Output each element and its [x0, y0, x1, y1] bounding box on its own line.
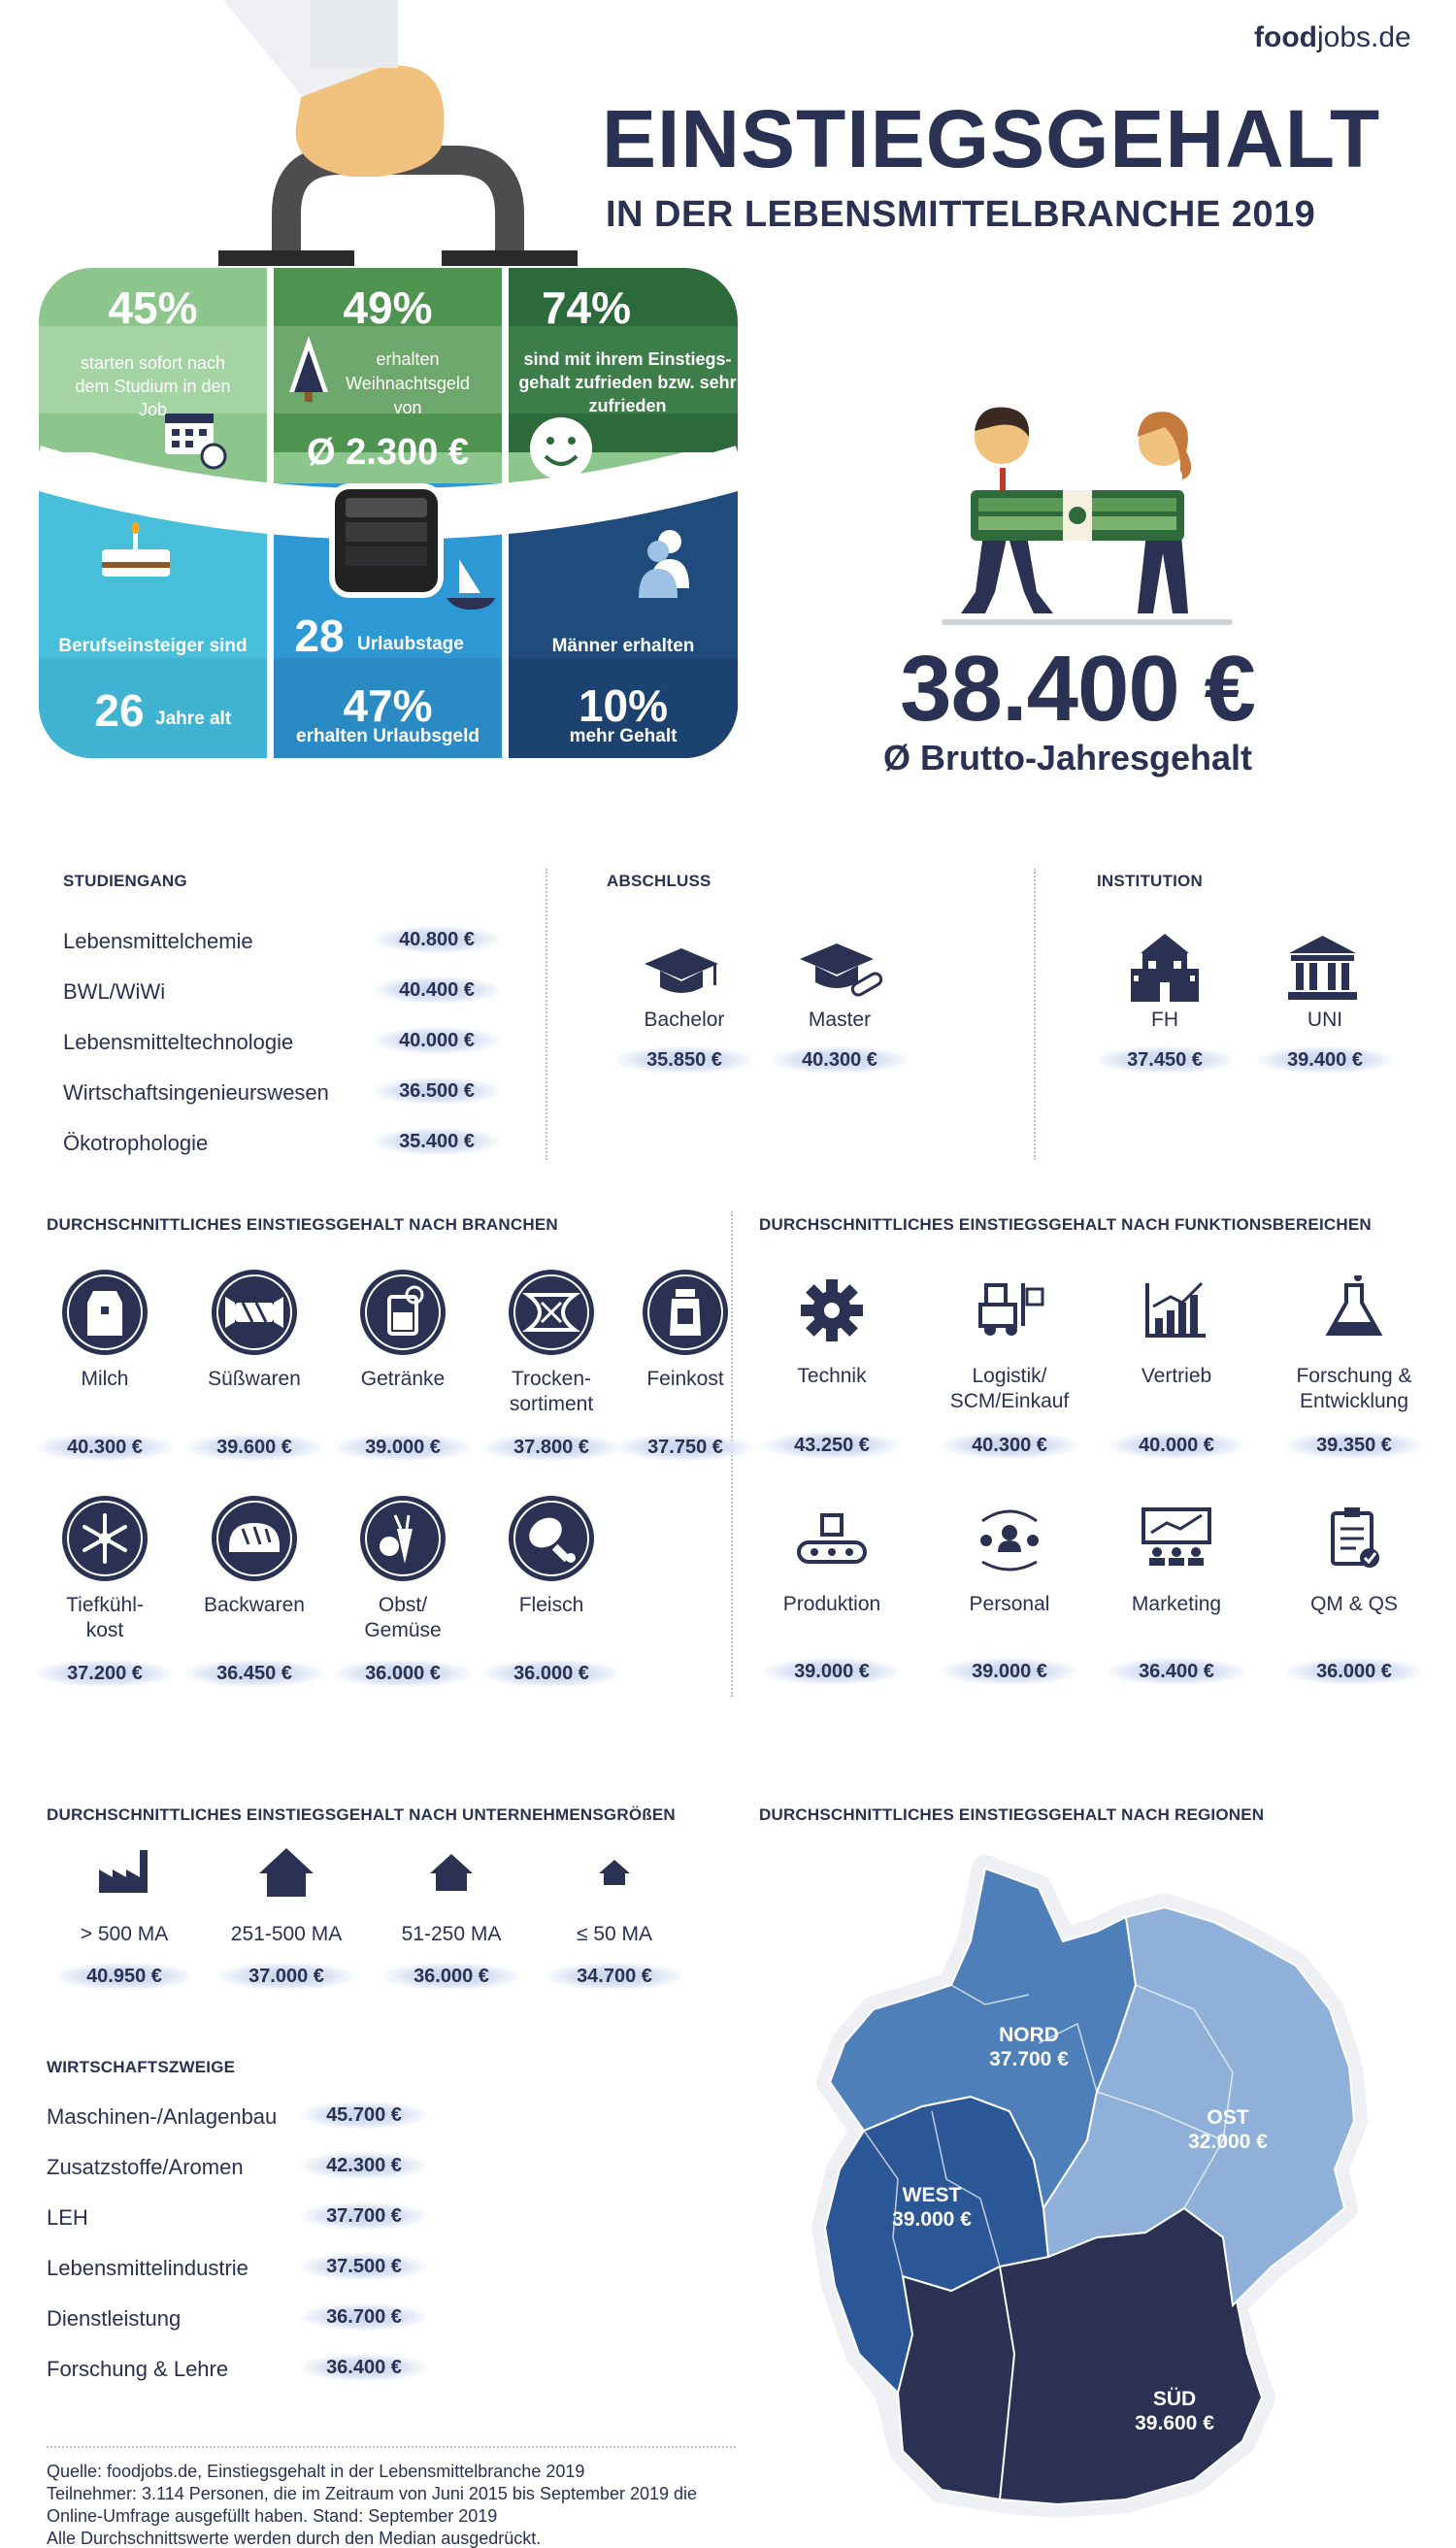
abschluss-bachelor-value: 35.850 € [616, 1046, 752, 1074]
gear-icon [793, 1275, 871, 1345]
funktion-label: Marketing [1131, 1593, 1222, 1615]
region-name: SÜD [1152, 2388, 1197, 2410]
groessen-header: DURCHSCHNITTLICHES EINSTIEGSGEHALT NACH UNTERNEHMENSGRÖßEN [47, 1805, 676, 1824]
bag-c3-text: sind mit ihrem Einstiegs-gehalt zufrieden bzw. sehr zufrieden [518, 349, 737, 415]
institution-fh-value: 37.450 € [1097, 1046, 1233, 1074]
brand-logo-bold: food [1254, 21, 1317, 53]
pasta-icon [505, 1266, 598, 1359]
bag-c5-big2: 47% [343, 680, 433, 731]
zweig-value: 37.500 € [301, 2253, 427, 2280]
funktion-value: 36.400 € [1109, 1658, 1244, 1685]
branche-value: 37.750 € [617, 1434, 753, 1461]
bag-c6-big: 10% [578, 680, 669, 731]
branche-label: Feinkost [646, 1368, 724, 1390]
people-carrying-money-illustration [932, 398, 1242, 631]
studiengang-header: STUDIENGANG [63, 872, 187, 890]
studiengang-label: Lebensmitteltechnologie [63, 1030, 294, 1054]
bag-c6-text: Männer erhalten [551, 636, 695, 656]
brand-logo [1254, 21, 1411, 54]
headline-salary-value: 38.400 € [900, 637, 1255, 741]
bag-c4-big: 26 [94, 685, 145, 736]
region-value: 39.000 € [892, 2208, 972, 2231]
region-value: 32.000 € [1188, 2131, 1268, 2153]
funktion-label: Vertrieb [1141, 1365, 1212, 1387]
groesse-value: 36.000 € [383, 1963, 519, 1990]
groesse-label: ≤ 50 MA [576, 1923, 653, 1945]
branche-value: 37.800 € [483, 1434, 619, 1461]
branche-label: Obst/ Gemüse [364, 1594, 442, 1641]
branche-value: 36.000 € [483, 1660, 619, 1687]
flask-icon [1315, 1275, 1393, 1345]
studiengang-value: 40.000 € [374, 1027, 500, 1054]
briefcase-handle-illustration [194, 0, 602, 272]
smiley-icon [530, 417, 592, 480]
source-line: Teilnehmer: 3.114 Personen, die im Zeitraum von Juni 2015 bis September 2019 die [47, 2484, 698, 2503]
groesse-label: 51-250 MA [401, 1923, 502, 1945]
snowflake-icon [58, 1492, 151, 1585]
presentation-icon [1138, 1504, 1215, 1573]
forklift-icon [971, 1275, 1048, 1345]
branche-label: Getränke [360, 1368, 446, 1390]
branche-value: 40.300 € [37, 1434, 173, 1461]
house-large-icon [252, 1844, 320, 1903]
studiengang-value: 40.800 € [374, 926, 500, 953]
bag-c1-text: starten sofort nach dem Studium in den Job [75, 353, 231, 419]
university-building-icon [1286, 934, 1359, 1002]
factory-icon [90, 1844, 158, 1903]
funktion-label: Logistik/ SCM/Einkauf [949, 1365, 1070, 1412]
zweig-value: 45.700 € [301, 2101, 427, 2129]
region-value: 37.700 € [989, 2048, 1069, 2070]
zweig-label: LEH [47, 2205, 88, 2230]
studiengang-label: Ökotrophologie [63, 1131, 209, 1155]
region-name: OST [1207, 2106, 1249, 2129]
bag-c2-big: 49% [343, 282, 433, 333]
source-divider [47, 2446, 736, 2448]
bag-c4-unit: Jahre alt [155, 709, 232, 729]
branche-value: 39.600 € [186, 1434, 322, 1461]
region-name: WEST [902, 2184, 962, 2206]
bag-c2-text: erhalten Weihnachtsgeld von [346, 349, 470, 417]
bag-c1-big: 45% [108, 282, 198, 333]
studiengang-value: 35.400 € [374, 1128, 500, 1155]
source-line: Online-Umfrage ausgefüllt haben. Stand: September 2019 [47, 2506, 498, 2526]
branche-label: Süßwaren [208, 1368, 301, 1390]
house-medium-icon [417, 1844, 485, 1903]
zweig-label: Maschinen-/Anlagenbau [47, 2104, 278, 2129]
groesse-value: 34.700 € [546, 1963, 682, 1990]
source-line: Alle Durchschnittswerte werden durch den Median ausgedrückt. [47, 2529, 542, 2548]
zweig-label: Zusatzstoffe/Aromen [47, 2155, 244, 2179]
groesse-label: > 500 MA [80, 1923, 169, 1945]
branche-label: Milch [81, 1368, 129, 1390]
funktion-value: 36.000 € [1286, 1658, 1422, 1685]
bag-c5-text2: erhalten Urlaubsgeld [296, 726, 480, 746]
branche-label: Tiefkühl- kost [66, 1594, 144, 1641]
funktion-value: 40.300 € [942, 1432, 1077, 1459]
branchen-header: DURCHSCHNITTLICHES EINSTIEGSGEHALT NACH BRANCHEN [47, 1215, 558, 1234]
zweig-label: Forschung & Lehre [47, 2357, 229, 2381]
brand-logo-light: jobs.de [1316, 21, 1411, 53]
page-title: EINSTIEGSGEHALT [602, 93, 1381, 184]
studiengang-value: 40.400 € [374, 976, 500, 1004]
studiengang-label: Wirtschaftsingenieurswesen [63, 1080, 329, 1105]
funktion-value: 43.250 € [764, 1432, 900, 1459]
vegetables-icon [356, 1492, 449, 1585]
institution-fh-label: FH [1151, 1009, 1178, 1031]
jar-icon [639, 1266, 732, 1359]
funktion-label: Technik [797, 1365, 867, 1387]
milk-carton-icon [58, 1266, 151, 1359]
branche-value: 36.450 € [186, 1660, 322, 1687]
funktion-value: 39.000 € [942, 1658, 1077, 1685]
headline-salary-label: Ø Brutto-Jahresgehalt [882, 738, 1253, 778]
bag-c3-big: 74% [541, 282, 632, 333]
regionen-header: DURCHSCHNITTLICHES EINSTIEGSGEHALT NACH REGIONEN [759, 1805, 1265, 1824]
divider [546, 869, 547, 1160]
branche-label: Fleisch [518, 1594, 584, 1616]
bag-c5-unit: Urlaubstage [357, 634, 464, 654]
zweig-value: 42.300 € [301, 2152, 427, 2179]
zweig-value: 37.700 € [301, 2202, 427, 2230]
abschluss-master-label: Master [808, 1009, 872, 1031]
funktion-value: 40.000 € [1109, 1432, 1244, 1459]
groesse-label: 251-500 MA [230, 1923, 343, 1945]
branche-value: 39.000 € [335, 1434, 471, 1461]
drumstick-icon [505, 1492, 598, 1585]
conveyor-icon [793, 1504, 871, 1573]
bag-c2-value: Ø 2.300 € [307, 432, 469, 473]
divider [1034, 869, 1036, 1160]
clipboard-check-icon [1315, 1504, 1393, 1573]
branche-value: 37.200 € [37, 1660, 173, 1687]
funktion-value: 39.350 € [1286, 1432, 1422, 1459]
zweige-header: WIRTSCHAFTSZWEIGE [47, 2058, 236, 2076]
studiengang-value: 36.500 € [374, 1077, 500, 1105]
zweig-value: 36.400 € [301, 2354, 427, 2381]
branche-label: Backwaren [204, 1594, 305, 1616]
region-value: 39.600 € [1135, 2412, 1214, 2434]
source-line: Quelle: foodjobs.de, Einstiegsgehalt in der Lebensmittelbranche 2019 [47, 2462, 585, 2481]
groesse-value: 37.000 € [218, 1963, 354, 1990]
funktion-label: QM & QS [1310, 1593, 1398, 1615]
institution-uni-label: UNI [1307, 1009, 1343, 1031]
growth-chart-icon [1138, 1275, 1215, 1345]
zweig-label: Lebensmittelindustrie [47, 2256, 248, 2280]
drink-icon [356, 1266, 449, 1359]
region-name: NORD [999, 2024, 1059, 2046]
candy-icon [208, 1266, 301, 1359]
funktion-label: Personal [969, 1593, 1050, 1615]
studiengang-label: Lebensmittelchemie [63, 929, 253, 953]
source-notes [47, 2461, 755, 2548]
funktion-value: 39.000 € [764, 1658, 900, 1685]
graduation-cap-diploma-icon [798, 942, 885, 1000]
page-subtitle: IN DER LEBENSMITTELBRANCHE 2019 [606, 194, 1316, 235]
branche-label: Trocken- sortiment [509, 1368, 594, 1415]
zweig-label: Dienstleistung [47, 2306, 182, 2331]
abschluss-bachelor-label: Bachelor [644, 1009, 725, 1031]
studiengang-label: BWL/WiWi [63, 979, 166, 1004]
abschluss-master-value: 40.300 € [772, 1046, 908, 1074]
house-small-icon [580, 1844, 648, 1903]
abschluss-header: ABSCHLUSS [607, 872, 711, 890]
funktion-label: Produktion [782, 1593, 881, 1615]
funktion-label: Forschung & Entwicklung [1296, 1365, 1412, 1412]
groesse-value: 40.950 € [56, 1963, 192, 1990]
funktion-header: DURCHSCHNITTLICHES EINSTIEGSGEHALT NACH FUNKTIONSBEREICHEN [759, 1215, 1372, 1234]
bread-icon [208, 1492, 301, 1585]
bag-c5-big: 28 [294, 611, 345, 661]
branche-value: 36.000 € [335, 1660, 471, 1687]
institution-uni-value: 39.400 € [1257, 1046, 1393, 1074]
bag-c6-text2: mehr Gehalt [569, 726, 678, 746]
school-building-icon [1131, 932, 1199, 1005]
institution-header: INSTITUTION [1097, 872, 1203, 890]
zweig-value: 36.700 € [301, 2303, 427, 2331]
bag-c4-text: Berufseinsteiger sind [58, 636, 248, 656]
graduation-cap-icon [643, 946, 720, 1000]
people-cycle-icon [971, 1504, 1048, 1573]
